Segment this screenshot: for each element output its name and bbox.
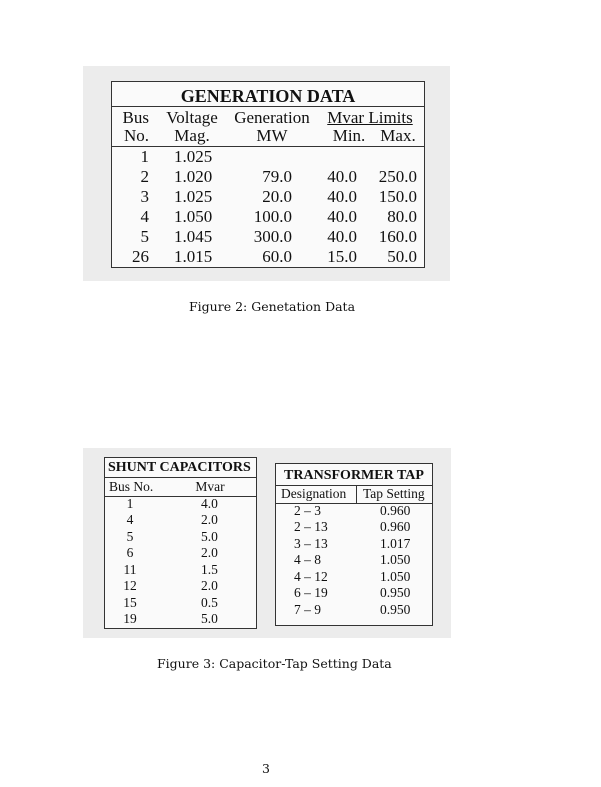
tap-cell: 1.050 — [380, 552, 411, 567]
voltage-cell: 1.045 — [174, 227, 213, 246]
header-designation: Designation — [281, 486, 347, 501]
max-cell: 250.0 — [378, 167, 417, 186]
bus-cell: 19 — [123, 611, 137, 626]
shunt-table-title: SHUNT CAPACITORS — [108, 460, 251, 475]
header-mvar-limits: Mvar Limits — [327, 108, 413, 127]
tap-cell: 1.050 — [380, 569, 411, 584]
mvar-cell: 2.0 — [201, 512, 218, 527]
mw-cell: 20.0 — [262, 187, 292, 206]
mw-cell: 60.0 — [262, 247, 292, 266]
max-cell: 150.0 — [378, 187, 417, 206]
tap-cell: 0.950 — [380, 602, 411, 617]
header-max: Max. — [380, 126, 416, 145]
designation-cell: 6 – 19 — [294, 585, 328, 600]
voltage-cell: 1.025 — [174, 147, 213, 166]
title-divider — [112, 106, 424, 107]
bus-cell: 5 — [140, 227, 149, 246]
header-bus-no: No. — [123, 126, 149, 145]
bus-cell: 4 — [126, 512, 134, 527]
min-cell: 40.0 — [327, 167, 357, 186]
generation-data-table — [111, 81, 425, 268]
designation-cell: 7 – 9 — [294, 602, 321, 617]
min-cell: 40.0 — [327, 207, 357, 226]
tap-cell: 1.017 — [380, 536, 411, 551]
page-number: 3 — [262, 761, 270, 776]
mvar-cell: 5.0 — [201, 529, 218, 544]
header-mvar: Mvar — [195, 479, 225, 494]
header-voltage-mag: Mag. — [174, 126, 210, 145]
designation-cell: 4 – 12 — [294, 569, 328, 584]
bus-cell: 26 — [132, 247, 149, 266]
voltage-cell: 1.050 — [174, 207, 213, 226]
header-column-divider — [356, 485, 357, 503]
figure-3-caption: Figure 3: Capacitor-Tap Setting Data — [157, 656, 392, 671]
mvar-cell: 2.0 — [201, 545, 218, 560]
bus-cell: 6 — [126, 545, 134, 560]
bus-cell: 1 — [140, 147, 149, 166]
tap-cell: 0.960 — [380, 519, 411, 534]
min-cell: 40.0 — [327, 227, 357, 246]
designation-cell: 4 – 8 — [294, 552, 321, 567]
tap-cell: 0.960 — [380, 503, 411, 518]
mw-cell: 100.0 — [253, 207, 292, 226]
voltage-cell: 1.020 — [174, 167, 213, 186]
tap-cell: 0.950 — [380, 585, 411, 600]
min-cell: 40.0 — [327, 187, 357, 206]
mvar-cell: 1.5 — [201, 562, 218, 577]
transformer-tap-table — [275, 463, 433, 626]
header-generation-mw: MW — [256, 126, 288, 145]
title-divider — [105, 477, 256, 478]
header-divider — [112, 146, 424, 147]
bus-cell: 2 — [140, 167, 149, 186]
bus-cell: 5 — [126, 529, 134, 544]
header-generation: Generation — [234, 108, 310, 127]
bus-cell: 1 — [126, 496, 134, 511]
figure-2-caption: Figure 2: Genetation Data — [189, 299, 356, 314]
header-min: Min. — [332, 126, 366, 145]
generation-table-title: GENERATION DATA — [180, 86, 356, 106]
shunt-capacitors-table — [104, 457, 257, 629]
voltage-cell: 1.015 — [174, 247, 213, 266]
mvar-cell: 5.0 — [201, 611, 218, 626]
mw-cell: 79.0 — [262, 167, 292, 186]
min-cell: 15.0 — [327, 247, 357, 266]
max-cell: 80.0 — [387, 207, 417, 226]
mvar-cell: 0.5 — [201, 595, 218, 610]
header-voltage: Voltage — [166, 108, 218, 127]
max-cell: 160.0 — [378, 227, 417, 246]
max-cell: 50.0 — [387, 247, 417, 266]
designation-cell: 2 – 3 — [294, 503, 321, 518]
designation-cell: 2 – 13 — [294, 519, 328, 534]
mvar-cell: 2.0 — [201, 578, 218, 593]
bus-cell: 12 — [123, 578, 137, 593]
voltage-cell: 1.025 — [174, 187, 213, 206]
header-bus-no: Bus No. — [109, 479, 154, 494]
bus-cell: 15 — [123, 595, 137, 610]
mw-cell: 300.0 — [253, 227, 292, 246]
mvar-cell: 4.0 — [201, 496, 218, 511]
tap-table-title: TRANSFORMER TAP — [284, 468, 424, 483]
bus-cell: 11 — [123, 562, 137, 577]
header-bus: Bus — [122, 108, 149, 127]
header-tap-setting: Tap Setting — [363, 486, 425, 501]
bus-cell: 4 — [140, 207, 149, 226]
bus-cell: 3 — [140, 187, 149, 206]
designation-cell: 3 – 13 — [294, 536, 328, 551]
